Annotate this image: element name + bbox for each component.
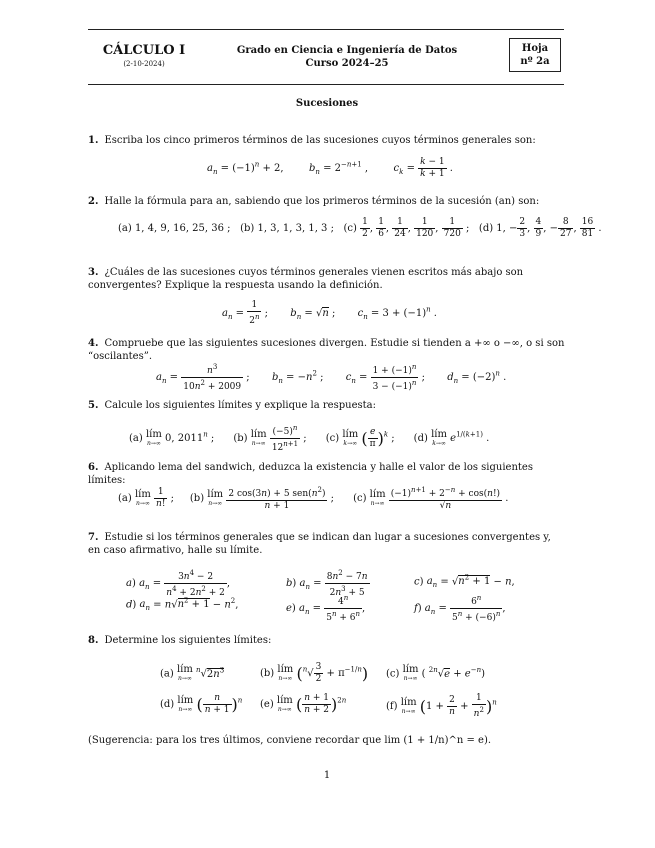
problem-7-e: e) $a_n$ = $\frac{4^n}{5^n + 6^n}$ , xyxy=(286,594,366,623)
problem-8-d: (d) lím n→∞ ( $\frac{n}{n + 1}$ )$^n$ xyxy=(160,693,243,715)
problem-8-c: (c) lím n→∞ ( $^{2n}√e + e^{-n}$) xyxy=(386,664,485,682)
problem-8: 8. Determine los siguientes límites: xyxy=(88,635,272,646)
sheet-box xyxy=(509,38,561,72)
program-block xyxy=(232,44,462,70)
problem-3: 3. ¿Cuáles de las sucesiones cuyos términos generales vienen escritos más abajo son convergentes? Explique la respuesta usando la definición. xyxy=(88,267,524,291)
problem-7-f: f) $a_n$ = $\frac{6^n}{5^n + (-6)^n}$ , xyxy=(414,594,506,623)
page-title: Sucesiones xyxy=(295,98,359,109)
hint: (Sugerencia: para los tres últimos, conviene recordar que lim (1 + 1/n)^n = e). xyxy=(88,735,492,746)
header-bottom-rule xyxy=(88,84,564,85)
sheet-number: nº 2a xyxy=(520,56,550,67)
problem-6-limits: (a) lím n→∞ $\frac{1}{n!}$ ; (b) lím n→∞ $\frac{2 \cos(3n) + 5 sen(n^2)}{n + 1}$ ; (c) lím n→∞ $\frac{(-1)^{n+1} + 2^{-n} + \cos(n!)}{√n}$ . xyxy=(118,486,509,511)
course-block xyxy=(96,43,192,68)
problem-4: 4. Compruebe que las siguientes sucesiones divergen. Estudie si tienden a +∞ o −∞, o si son “oscilantes”. xyxy=(88,338,565,362)
program-name: Grado en Ciencia e Ingeniería de Datos xyxy=(236,45,458,56)
problem-1-formulas: $a_n = (-1)^n + 2$, $b_n = 2^{-n+1}$ , $c_k$ = $\frac{k - 1}{k + 1}$ . xyxy=(207,157,453,179)
problem-8-b: (b) lím n→∞ ($^n$√ $\frac{3}{2}$ + $\pi^{-1/n}$) xyxy=(260,662,369,684)
problem-7: 7. Estudie si los términos generales que se indican dan lugar a sucesiones convergentes y, en caso afirmativo, halle su límite. xyxy=(88,532,551,556)
problem-1: 1. Escriba los cinco primeros términos de las sucesiones cuyos términos generales son: xyxy=(88,135,536,146)
problem-7-c: c) $a_n = √n^2 + 1 - n$, xyxy=(414,574,515,590)
problem-8-f: (f) lím n→∞ (1 + $\frac{2}{n}$ + $\frac{1}{n^2}$ )$^n$ xyxy=(386,693,497,719)
problem-2: 2. Halle la fórmula para an, sabiendo que los primeros términos de la sucesión (an) son: xyxy=(88,196,540,207)
problem-5-limits: (a) lím n→∞ 0, 2011$^n$ ; (b) lím n→∞ $\frac{(-5)^n}{12^{n+1}}$ ; (c) lím k→∞ ( $\frac{e}{\pi}$ )$^k$ ; (d) lím k→∞ $e^{1/(k+1)}$ . xyxy=(129,424,490,453)
course-year: Curso 2024–25 xyxy=(305,58,389,69)
problem-6: 6. Aplicando lema del sandwich, deduzca la existencia y halle el valor de los siguientes límites: xyxy=(88,462,533,486)
page-number: 1 xyxy=(323,770,331,781)
course-date: (2-10-2024) xyxy=(123,60,165,68)
problem-3-formulas: $a_n$ = $\frac{1}{2^n}$ ; $b_n = √n$ ; $c_n = 3 + (-1)^n$ . xyxy=(222,300,437,326)
problem-4-formulas: $a_n$ = $\frac{n^3}{10n^2 + 2009}$ ; $b_n = -n^2$ ; $c_n$ = $\frac{1 + (-1)^n}{3 - (-1)^n}$ ; $d_n = (-2)^n$ . xyxy=(156,363,507,392)
sheet-label: Hoja xyxy=(521,43,549,54)
problem-7-d: d) $a_n = n√n^2 + 1 - n^2$, xyxy=(126,597,239,613)
problem-2-sequences: (a) 1, 4, 9, 16, 25, 36 ; (b) 1, 3, 1, 3, 1, 3 ; (c) $\frac{1}{2}$ , $\frac{1}{6}$ , $\frac{1}{24}$ , $\frac{1}{120}$ , $\frac{1}{720}$ ; (d) 1, − $\frac{2}{3}$ , $\frac{4}{9}$ , − $\frac{8}{27}$ , $\frac{16}{81}$ . xyxy=(118,217,602,239)
problem-7-row1: a) $a_n$ = $\frac{3n^4 - 2}{n^4 + 2n^2 + 2}$ , xyxy=(126,569,231,598)
problem-8-e: (e) lím n→∞ ( $\frac{n + 1}{n + 2}$ )$^{2n}$ xyxy=(260,693,347,715)
header-top-rule xyxy=(88,29,564,30)
problem-8-a: (a) lím n→∞ $^n√2n^3$ xyxy=(160,664,225,682)
course-title: CÁLCULO I xyxy=(102,43,186,58)
problem-5: 5. Calcule los siguientes límites y explique la respuesta: xyxy=(88,400,376,411)
problem-7-b: b) $a_n$ = $\frac{8n^2 - 7n}{2n^3 + 5}$ xyxy=(286,569,368,598)
